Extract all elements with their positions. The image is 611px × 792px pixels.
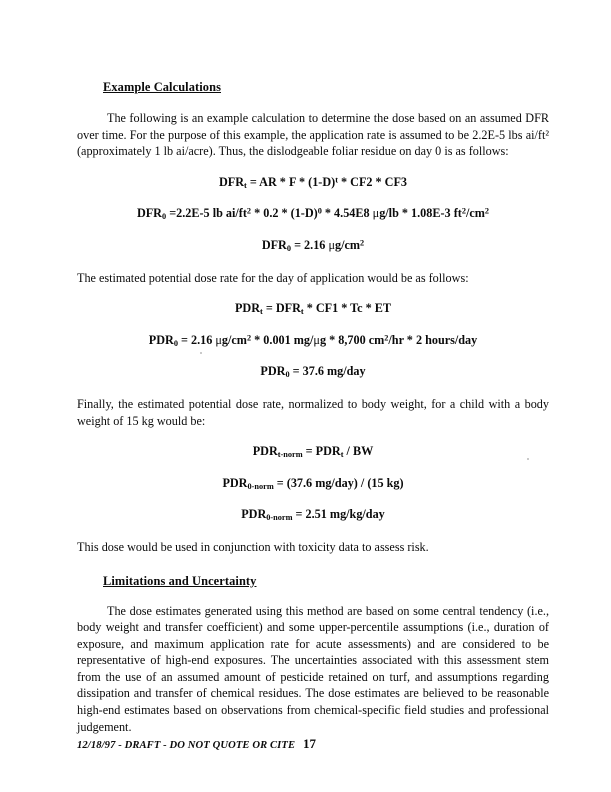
paragraph-normalized-intro: Finally, the estimated potential dose rate, normalized to body weight, for a child with a body weight of 15 kg would be:	[77, 396, 549, 428]
eq-segment: /hr * 2 hours/day	[388, 332, 478, 347]
page-number: 17	[303, 736, 316, 751]
paragraph-dose-rate-intro: The estimated potential dose rate for the day of application would be as follows:	[77, 270, 469, 285]
eq-segment: g * 8,700 cm	[319, 332, 385, 347]
eq-subscript: t	[340, 450, 344, 460]
section-heading-example-calculations: Example Calculations	[103, 80, 221, 94]
eq-segment: = 2.16	[291, 237, 329, 252]
eq-lhs: PDR	[148, 332, 174, 347]
mu-symbol: μ	[215, 332, 222, 347]
eq-superscript: 0	[317, 206, 322, 216]
eq-lhs: DFR	[218, 174, 245, 189]
equation-pdr-result	[77, 363, 549, 380]
eq-segment: g/cm	[334, 237, 361, 252]
spacer	[77, 380, 549, 396]
eq-segment: * CF2 * CF3	[337, 174, 408, 189]
eq-segment: = AR * F * (1-D)	[246, 174, 336, 189]
eq-segment: = DFR	[262, 301, 301, 316]
eq-subscript: 0-norm	[247, 481, 274, 491]
eq-segment: * 0.001 mg/	[251, 332, 314, 347]
eq-subscript: 0	[286, 244, 292, 254]
eq-lhs: PDR	[234, 301, 261, 316]
mu-symbol: μ	[328, 237, 335, 252]
paragraph-risk-assessment: This dose would be used in conjunction with toxicity data to assess risk.	[77, 539, 429, 554]
eq-segment: = 2.51 mg/kg/day	[292, 507, 385, 522]
eq-subscript: 0	[173, 338, 178, 348]
equation-pdr-norm-general	[77, 443, 549, 460]
eq-superscript: 2	[360, 238, 365, 248]
equation-pdr-norm-result	[77, 506, 549, 523]
eq-segment: * 0.2 * (1-D)	[251, 206, 318, 221]
eq-lhs: DFR	[261, 237, 287, 252]
page-content	[77, 80, 549, 749]
eq-lhs: PDR	[222, 475, 248, 490]
eq-segment: = 2.16	[177, 332, 216, 347]
paragraph-intro: The following is an example calculation to determine the dose based on an assumed DFR over time. For the purpose of this example, the application rate is assumed to be 2.2E-5 lbs ai/ft² (approximately 1 lb ai/acre). Thus, the dislodgeable foliar residue on day 0 is as follows:	[77, 111, 549, 159]
equation-pdr-general	[77, 300, 549, 317]
mu-symbol: μ	[372, 206, 380, 221]
mu-symbol: μ	[313, 332, 320, 347]
page-footer	[77, 736, 549, 756]
eq-segment: = PDR	[302, 444, 341, 459]
eq-lhs: DFR	[136, 206, 162, 221]
footer-draft-notice: 12/18/97 - DRAFT - DO NOT QUOTE OR CITE	[77, 740, 296, 751]
eq-subscript: 0-norm	[266, 513, 293, 523]
section-heading-limitations-uncertainty: Limitations and Uncertainty	[103, 573, 257, 588]
eq-superscript: 2	[484, 206, 490, 216]
equation-pdr-day0	[77, 332, 549, 349]
equation-pdr-norm-day0	[77, 475, 549, 492]
eq-superscript: t	[335, 175, 338, 185]
paragraph-limitations: The dose estimates generated using this method are based on some central tendency (i.e., body weight and transfer coefficient) and some upper-percentile assumptions (i.e., duration of exposure, and maximum application rate for acute assessments) and are considered to be representative of high-end exposures. The uncertainties associated with this assessment stem from the use of an assumed amount of pesticide retained on turf, and assumptions regarding dissipation and transfer of chemical residues. The dose estimates are believed to be reasonable high-end estimates based on observations from chemical-specific field studies and professional judgement.	[77, 603, 549, 734]
eq-subscript: t	[244, 180, 247, 190]
spacer	[77, 523, 549, 539]
eq-subscript: 0	[285, 370, 290, 380]
eq-lhs: PDR	[252, 444, 278, 459]
eq-segment: = 37.6 mg/day	[289, 364, 366, 379]
eq-lhs: PDR	[260, 364, 286, 379]
eq-segment: * 4.54E8	[321, 206, 373, 221]
eq-segment: /cm	[465, 206, 485, 221]
eq-superscript: 2	[246, 333, 252, 343]
eq-superscript: 2	[246, 206, 252, 216]
eq-subscript: t	[300, 307, 304, 317]
spacer	[77, 254, 549, 270]
eq-segment: g/cm	[221, 332, 247, 347]
eq-segment: g/lb * 1.08E-3 ft	[379, 206, 462, 221]
eq-subscript: t	[260, 307, 263, 317]
eq-subscript: 0	[162, 212, 167, 222]
equation-dfr-day0	[77, 205, 549, 222]
eq-subscript: t-norm	[277, 450, 303, 460]
eq-superscript: 2	[461, 206, 466, 216]
eq-segment: / BW	[343, 444, 374, 459]
eq-segment: = (37.6 mg/day) / (15 kg)	[273, 475, 404, 490]
eq-lhs: PDR	[241, 507, 267, 522]
eq-segment: =2.2E-5 lb ai/ft	[166, 206, 247, 221]
eq-segment: * CF1 * Tc * ET	[303, 301, 392, 316]
equation-dfr-general	[77, 174, 549, 191]
equation-dfr-result	[77, 237, 549, 254]
eq-superscript: 2	[384, 333, 389, 343]
